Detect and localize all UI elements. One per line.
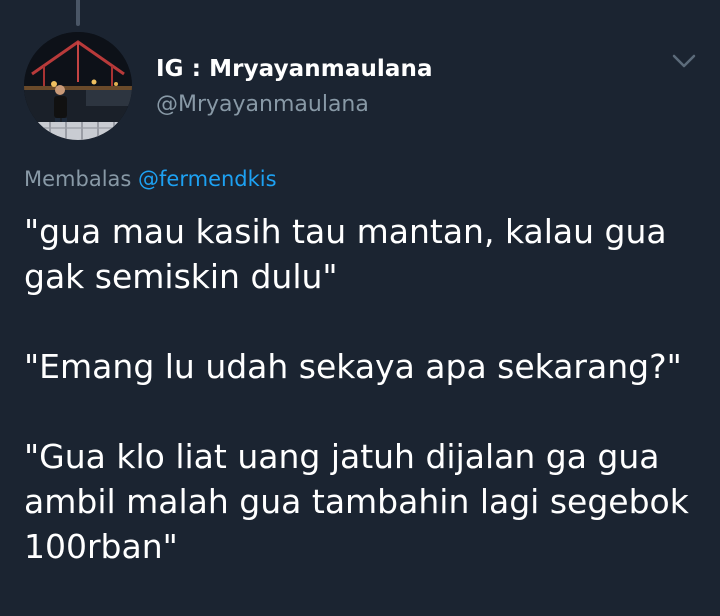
tweet-line: "gua mau kasih tau mantan, kalau gua	[24, 212, 667, 251]
tweet-line: ambil malah gua tambahin lagi segebok	[24, 482, 689, 521]
display-name[interactable]: IG : Mryayanmaulana	[156, 56, 433, 82]
tweet-line: 100rban"	[24, 527, 178, 566]
tweet-header	[156, 56, 433, 117]
chevron-down-icon[interactable]	[670, 50, 698, 72]
thread-connector-line	[76, 0, 80, 26]
tweet-paragraph-1	[24, 209, 714, 299]
reply-mention-link[interactable]: @fermendkis	[138, 167, 277, 191]
avatar-photo	[24, 32, 132, 140]
avatar[interactable]	[24, 32, 132, 140]
reply-context	[24, 167, 277, 191]
tweet-text	[24, 209, 714, 569]
user-handle[interactable]: @Mryayanmaulana	[156, 92, 369, 117]
tweet-paragraph-2	[24, 344, 714, 389]
reply-prefix: Membalas	[24, 167, 132, 191]
tweet-line: "Emang lu udah sekaya apa sekarang?"	[24, 347, 682, 386]
tweet-line: gak semiskin dulu"	[24, 257, 338, 296]
tweet-line: "Gua klo liat uang jatuh dijalan ga gua	[24, 437, 660, 476]
tweet-paragraph-3	[24, 434, 714, 569]
